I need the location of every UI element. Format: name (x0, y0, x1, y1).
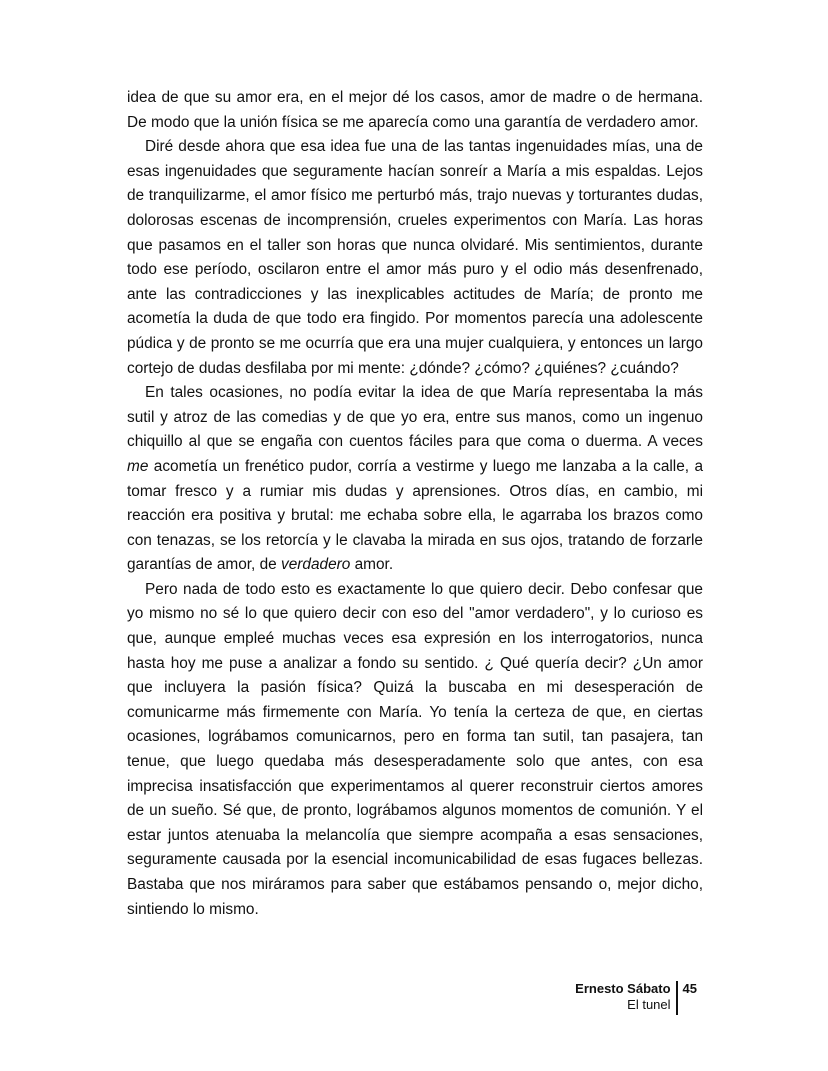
paragraph-3-text-c: acometía un frenético pudor, corría a vestirme y luego me lanzaba a la calle, a tomar fresco y a rumiar mis dudas y aprensiones. Otros días, en cambio, mi reacción era positiva y brutal: me echaba sobre ella, le agarraba los brazos como con tenazas, se los retorcía y le clavaba la mirada en sus ojos, tratando de forzarle garantías de amor, de (127, 457, 703, 574)
paragraph-2: Diré desde ahora que esa idea fue una de las tantas ingenuidades mías, una de esas ingenuidades que seguramente hacían sonreír a María a mis espaldas. Lejos de tranquilizarme, el amor físico me perturbó más, trajo nuevas y torturantes dudas, dolorosas escenas de incomprensión, crueles experimentos con María. Las horas que pasamos en el taller son horas que nunca olvidaré. Mis sentimientos, durante todo ese período, oscilaron entre el amor más puro y el odio más desenfrenado, ante las contradicciones y las inexplicables actitudes de María; de pronto me acometía la duda de que todo era fingido. Por momentos parecía una adolescente púdica y de pronto se me ocurría que era una mujer cualquiera, y entonces un largo cortejo de dudas desfilaba por mi mente: ¿dónde? ¿cómo? ¿quiénes? ¿cuándo? (127, 138, 703, 377)
paragraph-3-italic-verdadero: verdadero (281, 556, 351, 574)
footer-author: Ernesto Sábato (575, 981, 671, 996)
page-body (127, 86, 703, 922)
footer-credits (575, 981, 675, 1013)
paragraph-3 (127, 381, 703, 578)
paragraph-3-italic-me: me (127, 457, 149, 475)
page-number: 45 (682, 981, 697, 996)
footer-book-title: El tunel (627, 997, 671, 1012)
paragraph-4: Pero nada de todo esto es exactamente lo que quiero decir. Debo confesar que yo mismo no sé lo que quiero decir con eso del "amor verdadero", y lo curioso es que, aunque empleé muchas veces esa expresión en los interrogatorios, nunca hasta hoy me puse a analizar a fondo su sentido. ¿ Qué quería decir? ¿Un amor que incluyera la pasión física? Quizá la buscaba en mi desesperación de comunicarme más firmemente con María. Yo tenía la certeza de que, en ciertas ocasiones, lográbamos comunicarnos, pero en forma tan sutil, tan pasajera, tan tenue, que luego quedaba más desesperadamente solo que antes, con esa imprecisa insatisfacción que experimentamos al querer reconstruir ciertos amores de un sueño. Sé que, de pronto, lográbamos algunos momentos de comunión. Y el estar juntos atenuaba la melancolía que siempre acompaña a esas sensaciones, seguramente causada por la esencial incomunicabilidad de esas fugaces bellezas. Bastaba que nos miráramos para saber que estábamos pensando o, mejor dicho, sintiendo lo mismo. (127, 580, 703, 918)
paragraph-3-text-a: En tales ocasiones, no podía evitar la idea de que María representaba la más sutil y atroz de las comedias y de que yo era, entre sus manos, como un ingenuo chiquillo al que se engaña con cuentos fáciles para que coma o duerma. A veces (127, 384, 703, 451)
paragraph-1: idea de que su amor era, en el mejor dé los casos, amor de madre o de hermana. De modo que la unión física se me aparecía como una garantía de verdadero amor. (127, 89, 703, 131)
paragraph-3-text-e: amor. (350, 556, 394, 574)
page-footer (575, 981, 697, 1017)
